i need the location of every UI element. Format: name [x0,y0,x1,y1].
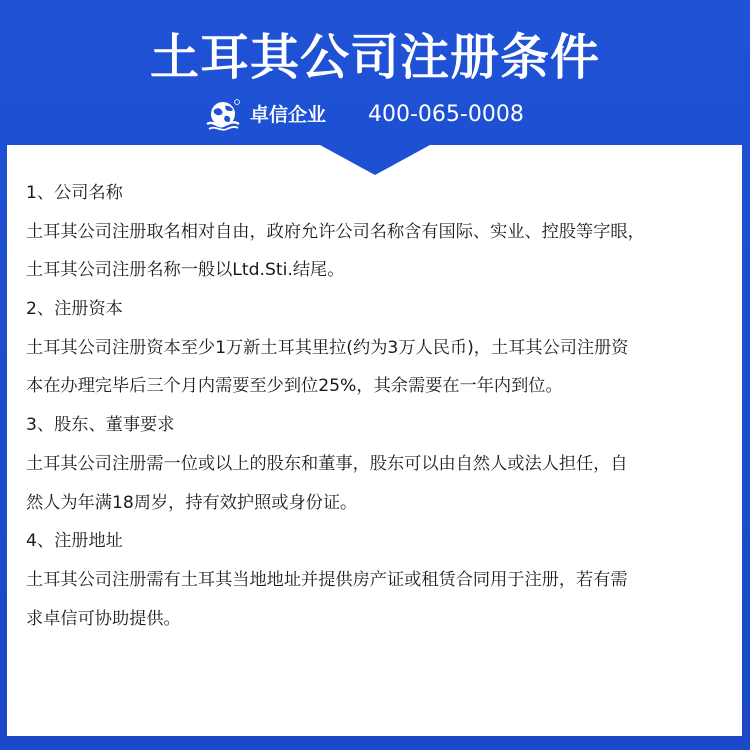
section-1-line-2: 土耳其公司注册名称一般以Ltd.Sti.结尾。 [26,260,345,281]
section-2-line-2: 本在办理完毕后三个月内需要至少到位25%，其余需要在一年内到位。 [26,376,563,397]
brand-name: 卓信企业 [250,104,327,126]
globe-logo-icon [203,98,243,134]
section-1-heading: 1、公司名称 [26,183,123,203]
section-4-line-2: 求卓信可协助提供。 [26,608,181,629]
section-2-heading: 2、注册资本 [26,299,123,320]
section-1-line-1: 土耳其公司注册取名相对自由，政府允许公司名称含有国际、实业、控股等字眼， [26,221,645,242]
brand-row [0,96,750,136]
content-panel [7,145,742,736]
section-3-line-2: 然人为年满18周岁，持有效护照或身份证。 [26,492,358,513]
article-body [26,178,736,642]
section-4-line-1: 土耳其公司注册需有土耳其当地地址并提供房产证或租赁合同用于注册，若有需 [26,569,628,590]
section-3-line-1: 土耳其公司注册需一位或以上的股东和董事，股东可以由自然人或法人担任，自 [26,453,628,474]
section-3-heading: 3、股东、董事要求 [26,415,175,436]
phone-number: 400-065-0008 [368,102,524,127]
section-4-heading: 4、注册地址 [26,531,123,552]
page-title: 土耳其公司注册条件 [149,29,600,86]
section-2-line-1: 土耳其公司注册资本至少1万新土耳其里拉(约为3万人民币)，土耳其公司注册资 [26,337,629,358]
header-banner [0,0,750,150]
